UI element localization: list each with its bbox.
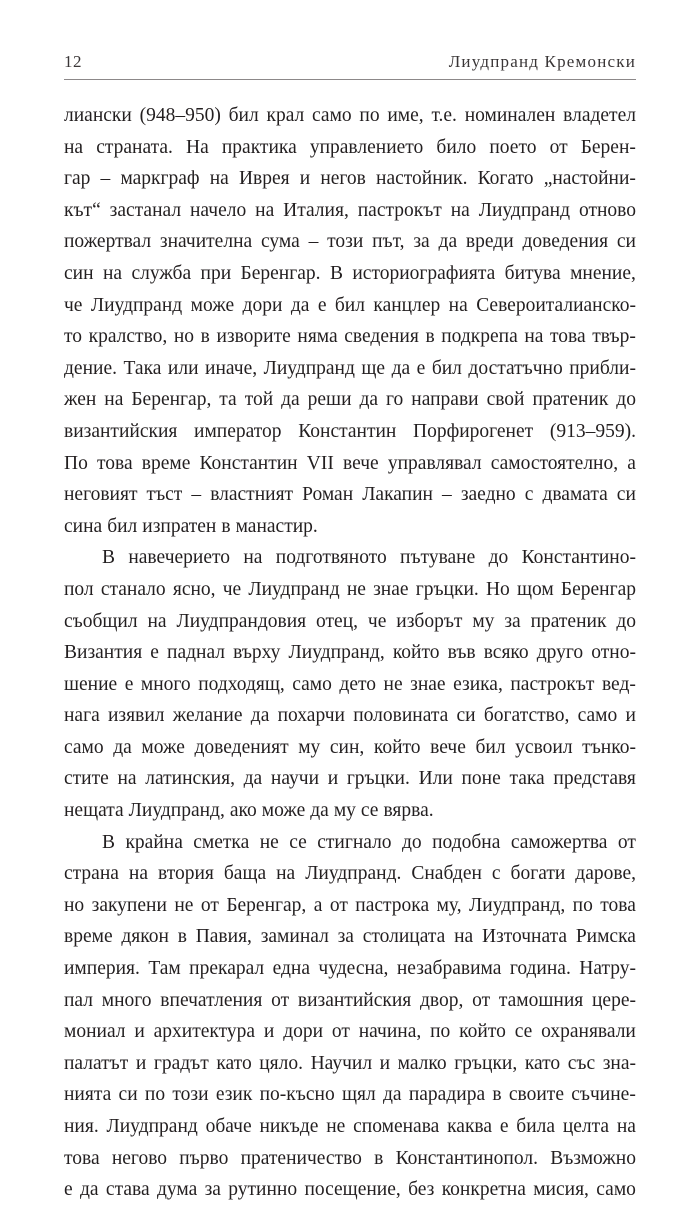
body-text [64, 100, 636, 1206]
text-line: нещата Лиудпранд, ако може да му се вярва. [64, 800, 434, 822]
paragraph [64, 827, 636, 1206]
text-line: гар – маркграф на Иврея и негов настойник. Когато „настойни- [64, 168, 636, 190]
text-line: В крайна сметка не се стигнало до подобна саможертва от [102, 831, 636, 853]
paragraph [64, 100, 636, 542]
text-line: е да става дума за рутинно посещение, без конкретна мисия, само [64, 1179, 636, 1201]
text-line: византийския император Константин Порфирогенет (913–959). [64, 420, 636, 442]
text-line: че Лиудпранд може дори да е бил канцлер на Североиталианско- [64, 294, 636, 316]
text-line: то кралство, но в изворите няма сведения в подкрепа на това твър- [64, 326, 636, 348]
text-line: но закупени не от Беренгар, а от пастрока му, Лиудпранд, по това [64, 894, 636, 916]
text-line: сина бил изпратен в манастир. [64, 515, 318, 537]
text-line: ния. Лиудпранд обаче никъде не споменава каква е била целта на [64, 1116, 636, 1137]
text-line: съобщил на Лиудпрандовия отец, че изборът му за пратеник до [64, 610, 636, 632]
text-line: В навечерието на подготвяното пътуване до Константино- [102, 547, 636, 569]
text-line: кът“ застанал начело на Италия, пастрокът на Лиудпранд отново [64, 199, 636, 221]
text-line: на страната. На практика управлението било поето от Берен- [64, 136, 636, 158]
text-line: пол станало ясно, че Лиудпранд не знае гръцки. Но щом Беренгар [64, 578, 636, 600]
text-line: пал много впечатления от византийския двор, от тамошния цере- [64, 989, 636, 1011]
text-line: само да може доведеният му син, който вече бил усвоил тънко- [64, 736, 636, 758]
text-line: това негово първо пратеничество в Константинопол. Възможно [64, 1147, 636, 1169]
text-line: империя. Там прекарал една чудесна, незабравима година. Натру- [64, 958, 636, 980]
text-line: Византия е паднал върху Лиудпранд, който във всяко друго отно- [64, 642, 636, 664]
text-line: нията си по този език по-късно щял да парадира в своите съчине- [64, 1084, 636, 1106]
text-line: страна на втория баща на Лиудпранд. Снабден с богати дарове, [64, 863, 636, 885]
text-line: неговият тъст – властният Роман Лакапин – заедно с двамата си [64, 484, 636, 506]
text-line: мониал и архитектура и дори от начина, по който се охранявали [64, 1021, 636, 1043]
text-line: шение е много подходящ, само дето не знае езика, пастрокът вед- [64, 673, 636, 695]
text-line: стите на латинския, да научи и гръцки. Или поне така представя [64, 768, 636, 790]
running-header [64, 50, 636, 76]
text-line: дение. Така или иначе, Лиудпранд ще да е бил достатъчно прибли- [64, 357, 636, 379]
text-line: син на служба при Беренгар. В историографията битува мнение, [64, 262, 636, 284]
page-number: 12 [64, 52, 82, 71]
text-line: нага изявил желание да похарчи половината си богатство, само и [64, 705, 636, 727]
text-line: пожертвал значителна сума – този път, за да вреди доведения си [64, 231, 636, 253]
text-line: палатът и градът като цяло. Научил и малко гръцки, като със зна- [64, 1052, 636, 1074]
text-line: време дякон в Павия, заминал за столицата на Източната Римска [64, 926, 636, 948]
paragraph [64, 542, 636, 826]
text-line: жен на Беренгар, та той да реши да го направи свой пратеник до [64, 389, 636, 411]
text-line: По това време Константин VII вече управлявал самостоятелно, а [64, 452, 636, 474]
text-line: лиански (948–950) бил крал само по име, т.е. номинален владетел [64, 105, 636, 126]
header-rule [64, 79, 636, 80]
running-title: Лиудпранд Кремонски [448, 52, 636, 71]
